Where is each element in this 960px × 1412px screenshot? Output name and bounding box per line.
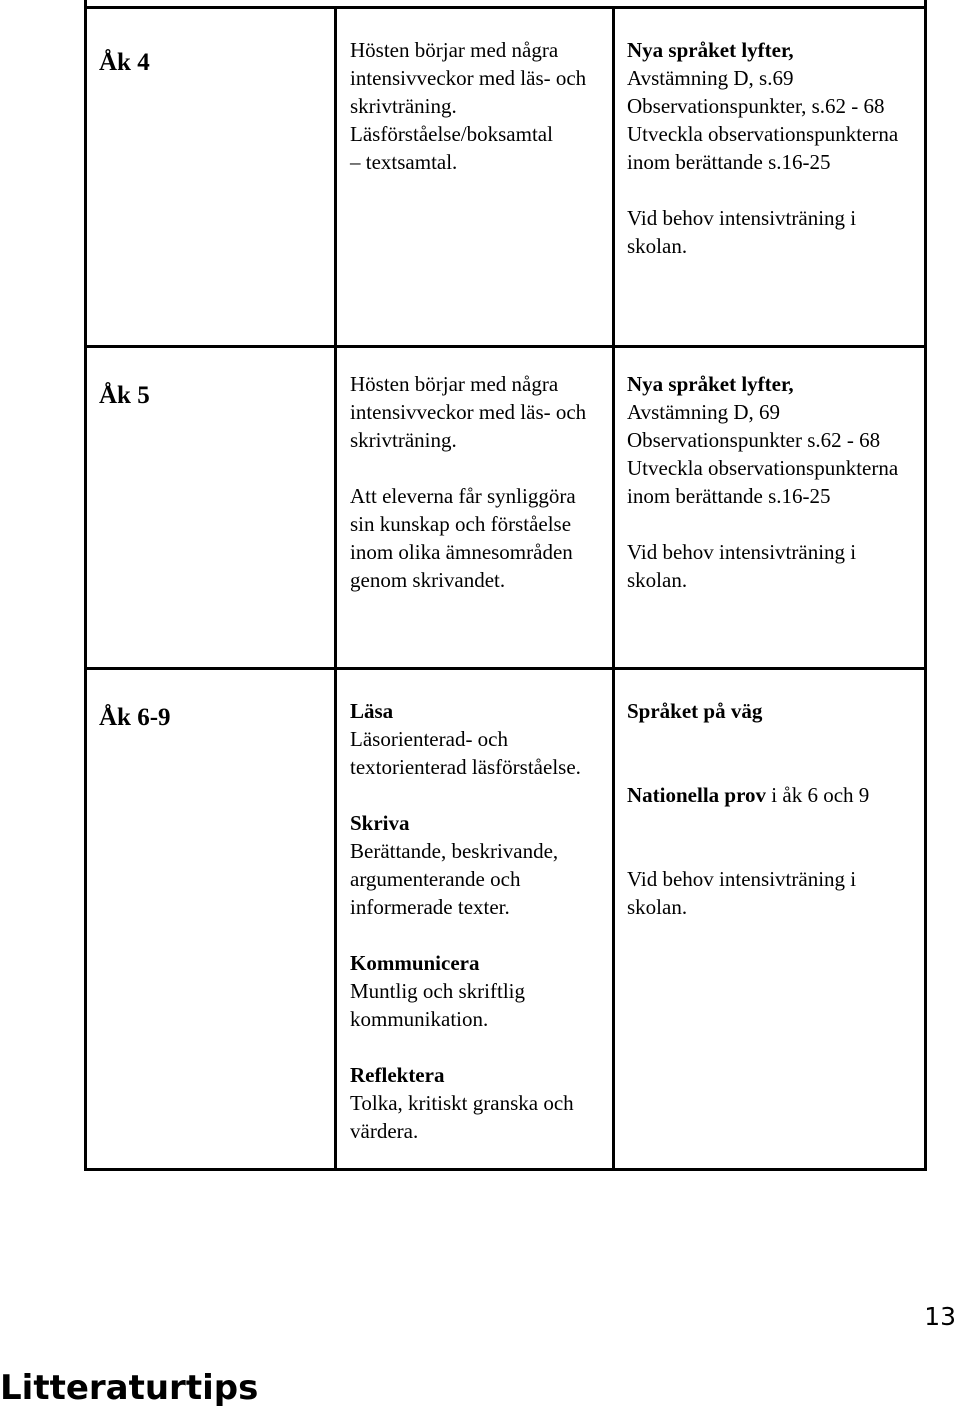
cell-text: Hösten börjar med några intensivveckor med läs- och skrivträning. <box>350 38 587 118</box>
next-section-heading-text: Litteraturtips <box>0 1368 259 1408</box>
cell-text: Observationspunkter, s.62 - 68 <box>627 94 885 118</box>
cell-text: Berättande, beskrivande, argumenterande och informerade texter. <box>350 839 559 919</box>
national-test-label: Nationella prov <box>627 783 767 807</box>
table-row <box>87 345 924 667</box>
cell-text: Avstämning D, 69 <box>627 400 781 424</box>
cell-heading: Läsa <box>350 699 394 723</box>
cell-text: Vid behov intensivträning i skolan. <box>627 867 857 919</box>
cell-text: Utveckla observationspunkterna inom berättande s.16-25 <box>627 456 899 508</box>
cell-heading: Nya språket lyfter, <box>627 38 794 62</box>
cell-text: Observationspunkter s.62 - 68 <box>627 428 881 452</box>
next-section-heading <box>0 1368 259 1408</box>
cell-heading: Språket på väg <box>627 699 763 723</box>
cell-text: Hösten börjar med några intensivveckor med läs- och skrivträning. <box>350 372 587 452</box>
grade-cell <box>87 9 334 351</box>
national-test-text: i åk 6 och 9 <box>766 783 870 807</box>
grade-cell <box>87 670 334 1168</box>
cell-heading: Nya språket lyfter, <box>627 372 794 396</box>
cell-text: Muntlig och skriftlig kommunikation. <box>350 979 525 1031</box>
national-test-line <box>627 781 918 809</box>
activity-cell <box>334 670 612 1168</box>
grade-label: Åk 6-9 <box>99 704 171 731</box>
curriculum-table <box>84 0 927 1171</box>
cell-text: Läsförståelse/boksamtal <box>350 122 553 146</box>
cell-text: – textsamtal. <box>350 150 458 174</box>
grade-label: Åk 4 <box>99 49 150 76</box>
cell-heading: Skriva <box>350 811 410 835</box>
cell-text: Vid behov intensivträning i skolan. <box>627 540 857 592</box>
cell-heading: Kommunicera <box>350 951 480 975</box>
cell-text: Att eleverna får synliggöra sin kunskap och förståelse inom olika ämnesområden genom skrivandet. <box>350 484 576 592</box>
cell-text: Tolka, kritiskt granska och värdera. <box>350 1091 574 1143</box>
grade-label: Åk 5 <box>99 382 150 409</box>
table-row <box>87 6 924 351</box>
table-row <box>87 667 924 1168</box>
activity-cell <box>334 348 612 667</box>
assessment-cell <box>612 9 924 351</box>
grade-cell <box>87 348 334 667</box>
cell-text: Utveckla observationspunkterna inom berättande s.16-25 <box>627 122 899 174</box>
assessment-cell <box>612 348 924 667</box>
cell-text: Läsorienterad- och textorienterad läsförståelse. <box>350 727 581 779</box>
cell-text: Avstämning D, s.69 <box>627 66 794 90</box>
assessment-cell <box>612 670 924 1168</box>
cell-text: Vid behov intensivträning i skolan. <box>627 206 857 258</box>
activity-cell <box>334 9 612 351</box>
page-number: 13 <box>924 1302 956 1331</box>
cell-heading: Reflektera <box>350 1063 445 1087</box>
